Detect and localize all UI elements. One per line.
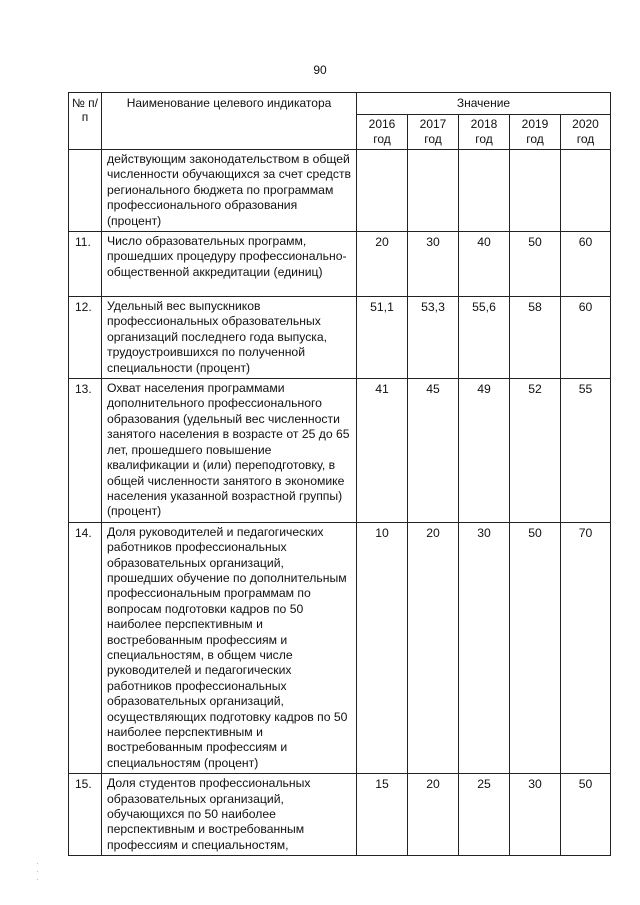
indicator-name: Охват населения программами дополнительного профессионального образования (удельный вес численности занятого населения в возрасте от 25 до 65 лет, прошедшего повышение квалификации и (или) переподготовку, в общей численности занятого в экономике населения указанной возрастной группы) (процент) [102, 379, 357, 523]
indicator-name: действующим законодательством в общей численности обучающихся за счет средств регионального бюджета по программам профессионального образования (процент) [102, 150, 357, 232]
value-2018: 25 [459, 774, 510, 856]
value-2019: 30 [510, 774, 561, 856]
indicator-name: Доля руководителей и педагогических работников профессиональных образовательных организаций, прошедших обучение по дополнительным профессиональным программам по вопросам подготовки кадров по 50 наиболее перспективным и востребованным профессиям и специальностям, в общем числе руководителей и педагогических работников профессиональных образовательных организаций, осуществляющих подготовку кадров по 50 наиболее перспективным и востребованным профессиям и специальностям (процент) [102, 522, 357, 774]
row-number [69, 150, 102, 232]
header-num: № п/п [69, 93, 102, 150]
value-2018: 55,6 [459, 297, 510, 379]
value-2017: 20 [408, 774, 459, 856]
row-number: 15. [69, 774, 102, 856]
value-2016: 20 [357, 232, 408, 297]
page-number: 90 [313, 63, 327, 77]
table-row [69, 232, 611, 297]
value-2018: 40 [459, 232, 510, 297]
value-2018: 30 [459, 522, 510, 774]
value-2020: 70 [561, 522, 611, 774]
header-year-2018: 2018 год [459, 115, 510, 150]
table-header [69, 93, 611, 150]
table-row [69, 379, 611, 523]
value-2017 [408, 150, 459, 232]
row-number: 13. [69, 379, 102, 523]
value-2019 [510, 150, 561, 232]
value-2016: 41 [357, 379, 408, 523]
header-year-2020: 2020 год [561, 115, 611, 150]
value-2017: 45 [408, 379, 459, 523]
value-2018: 49 [459, 379, 510, 523]
table-row [69, 774, 611, 856]
value-2020: 55 [561, 379, 611, 523]
value-2017: 20 [408, 522, 459, 774]
value-2017: 30 [408, 232, 459, 297]
row-number: 14. [69, 522, 102, 774]
value-2020: 50 [561, 774, 611, 856]
header-value: Значение [357, 93, 611, 115]
indicator-name: Удельный вес выпускников профессиональных образовательных организаций последнего года выпуска, трудоустроившихся по полученной специальности (процент) [102, 297, 357, 379]
value-2017: 53,3 [408, 297, 459, 379]
value-2019: 58 [510, 297, 561, 379]
value-2019: 50 [510, 232, 561, 297]
table-row [69, 297, 611, 379]
value-2016 [357, 150, 408, 232]
header-name: Наименование целевого индикатора [102, 93, 357, 150]
header-year-2019: 2019 год [510, 115, 561, 150]
value-2020 [561, 150, 611, 232]
value-2020: 60 [561, 297, 611, 379]
indicator-name: Доля студентов профессиональных образовательных организаций, обучающихся по 50 наиболее перспективным и востребованным профессиям и специальностям, [102, 774, 357, 856]
value-2020: 60 [561, 232, 611, 297]
value-2016: 15 [357, 774, 408, 856]
table-row [69, 150, 611, 232]
row-number: 11. [69, 232, 102, 297]
value-2019: 50 [510, 522, 561, 774]
row-number: 12. [69, 297, 102, 379]
table-row [69, 522, 611, 774]
scan-artifact: · · · [36, 859, 39, 884]
indicator-name: Число образовательных программ, прошедших процедуру профессионально-общественной аккредитации (единиц) [102, 232, 357, 297]
header-year-2016: 2016 год [357, 115, 408, 150]
value-2016: 51,1 [357, 297, 408, 379]
value-2016: 10 [357, 522, 408, 774]
value-2019: 52 [510, 379, 561, 523]
header-year-2017: 2017 год [408, 115, 459, 150]
indicators-table [68, 92, 611, 856]
value-2018 [459, 150, 510, 232]
